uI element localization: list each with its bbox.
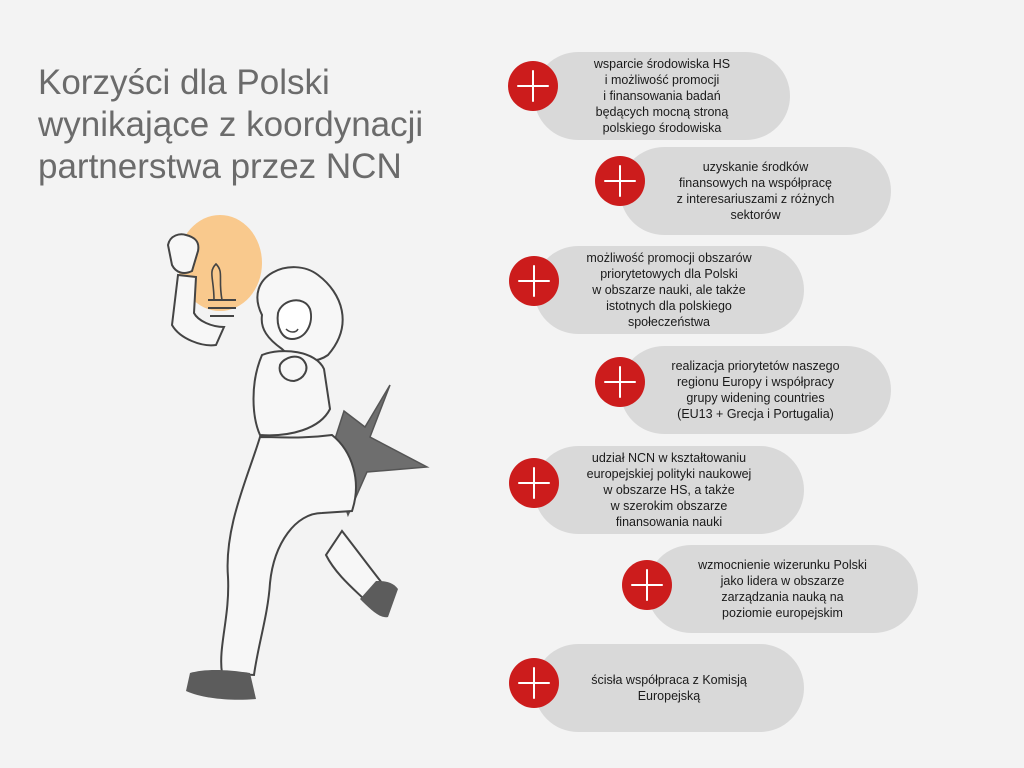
plus-icon [622,560,672,610]
title-line: Korzyści dla Polski [38,63,330,102]
benefit-text: uzyskanie środków finansowych na współpracę z interesariuszami z różnych sektorów [676,160,835,222]
benefit-pill [534,446,804,534]
woman-with-lightbulb-illustration [150,205,450,725]
benefit-text: wzmocnienie wizerunku Polski jako lidera w obszarze zarządzania nauką na poziomie europejskim [698,558,867,620]
plus-icon [509,256,559,306]
benefit-pill [534,246,804,334]
benefit-pill [534,644,804,732]
benefit-pill [534,52,790,140]
benefit-text: wsparcie środowiska HS i możliwość promocji i finansowania badań będących mocną stroną polskiego środowiska [593,57,731,135]
page-title [38,62,478,188]
benefit-text: możliwość promocji obszarów priorytetowych dla Polski w obszarze nauki, ale także istotnych dla polskiego społeczeństwa [586,251,752,329]
benefit-pill [620,147,891,235]
benefit-pill [647,545,918,633]
benefit-text: ścisła współpraca z Komisją Europejską [591,673,747,703]
benefit-pill [620,346,891,434]
plus-icon [509,458,559,508]
benefit-text: realizacja priorytetów naszego regionu Europy i współpracy grupy widening countries (EU13 + Grecja i Portugalia) [671,359,840,421]
benefit-text: udział NCN w kształtowaniu europejskiej polityki naukowej w obszarze HS, a także w szerokim obszarze finansowania nauki [586,451,752,529]
plus-icon [595,357,645,407]
plus-icon [595,156,645,206]
plus-icon [508,61,558,111]
title-line: wynikające z koordynacji [38,105,424,144]
plus-icon [509,658,559,708]
title-line: partnerstwa przez NCN [38,147,402,186]
